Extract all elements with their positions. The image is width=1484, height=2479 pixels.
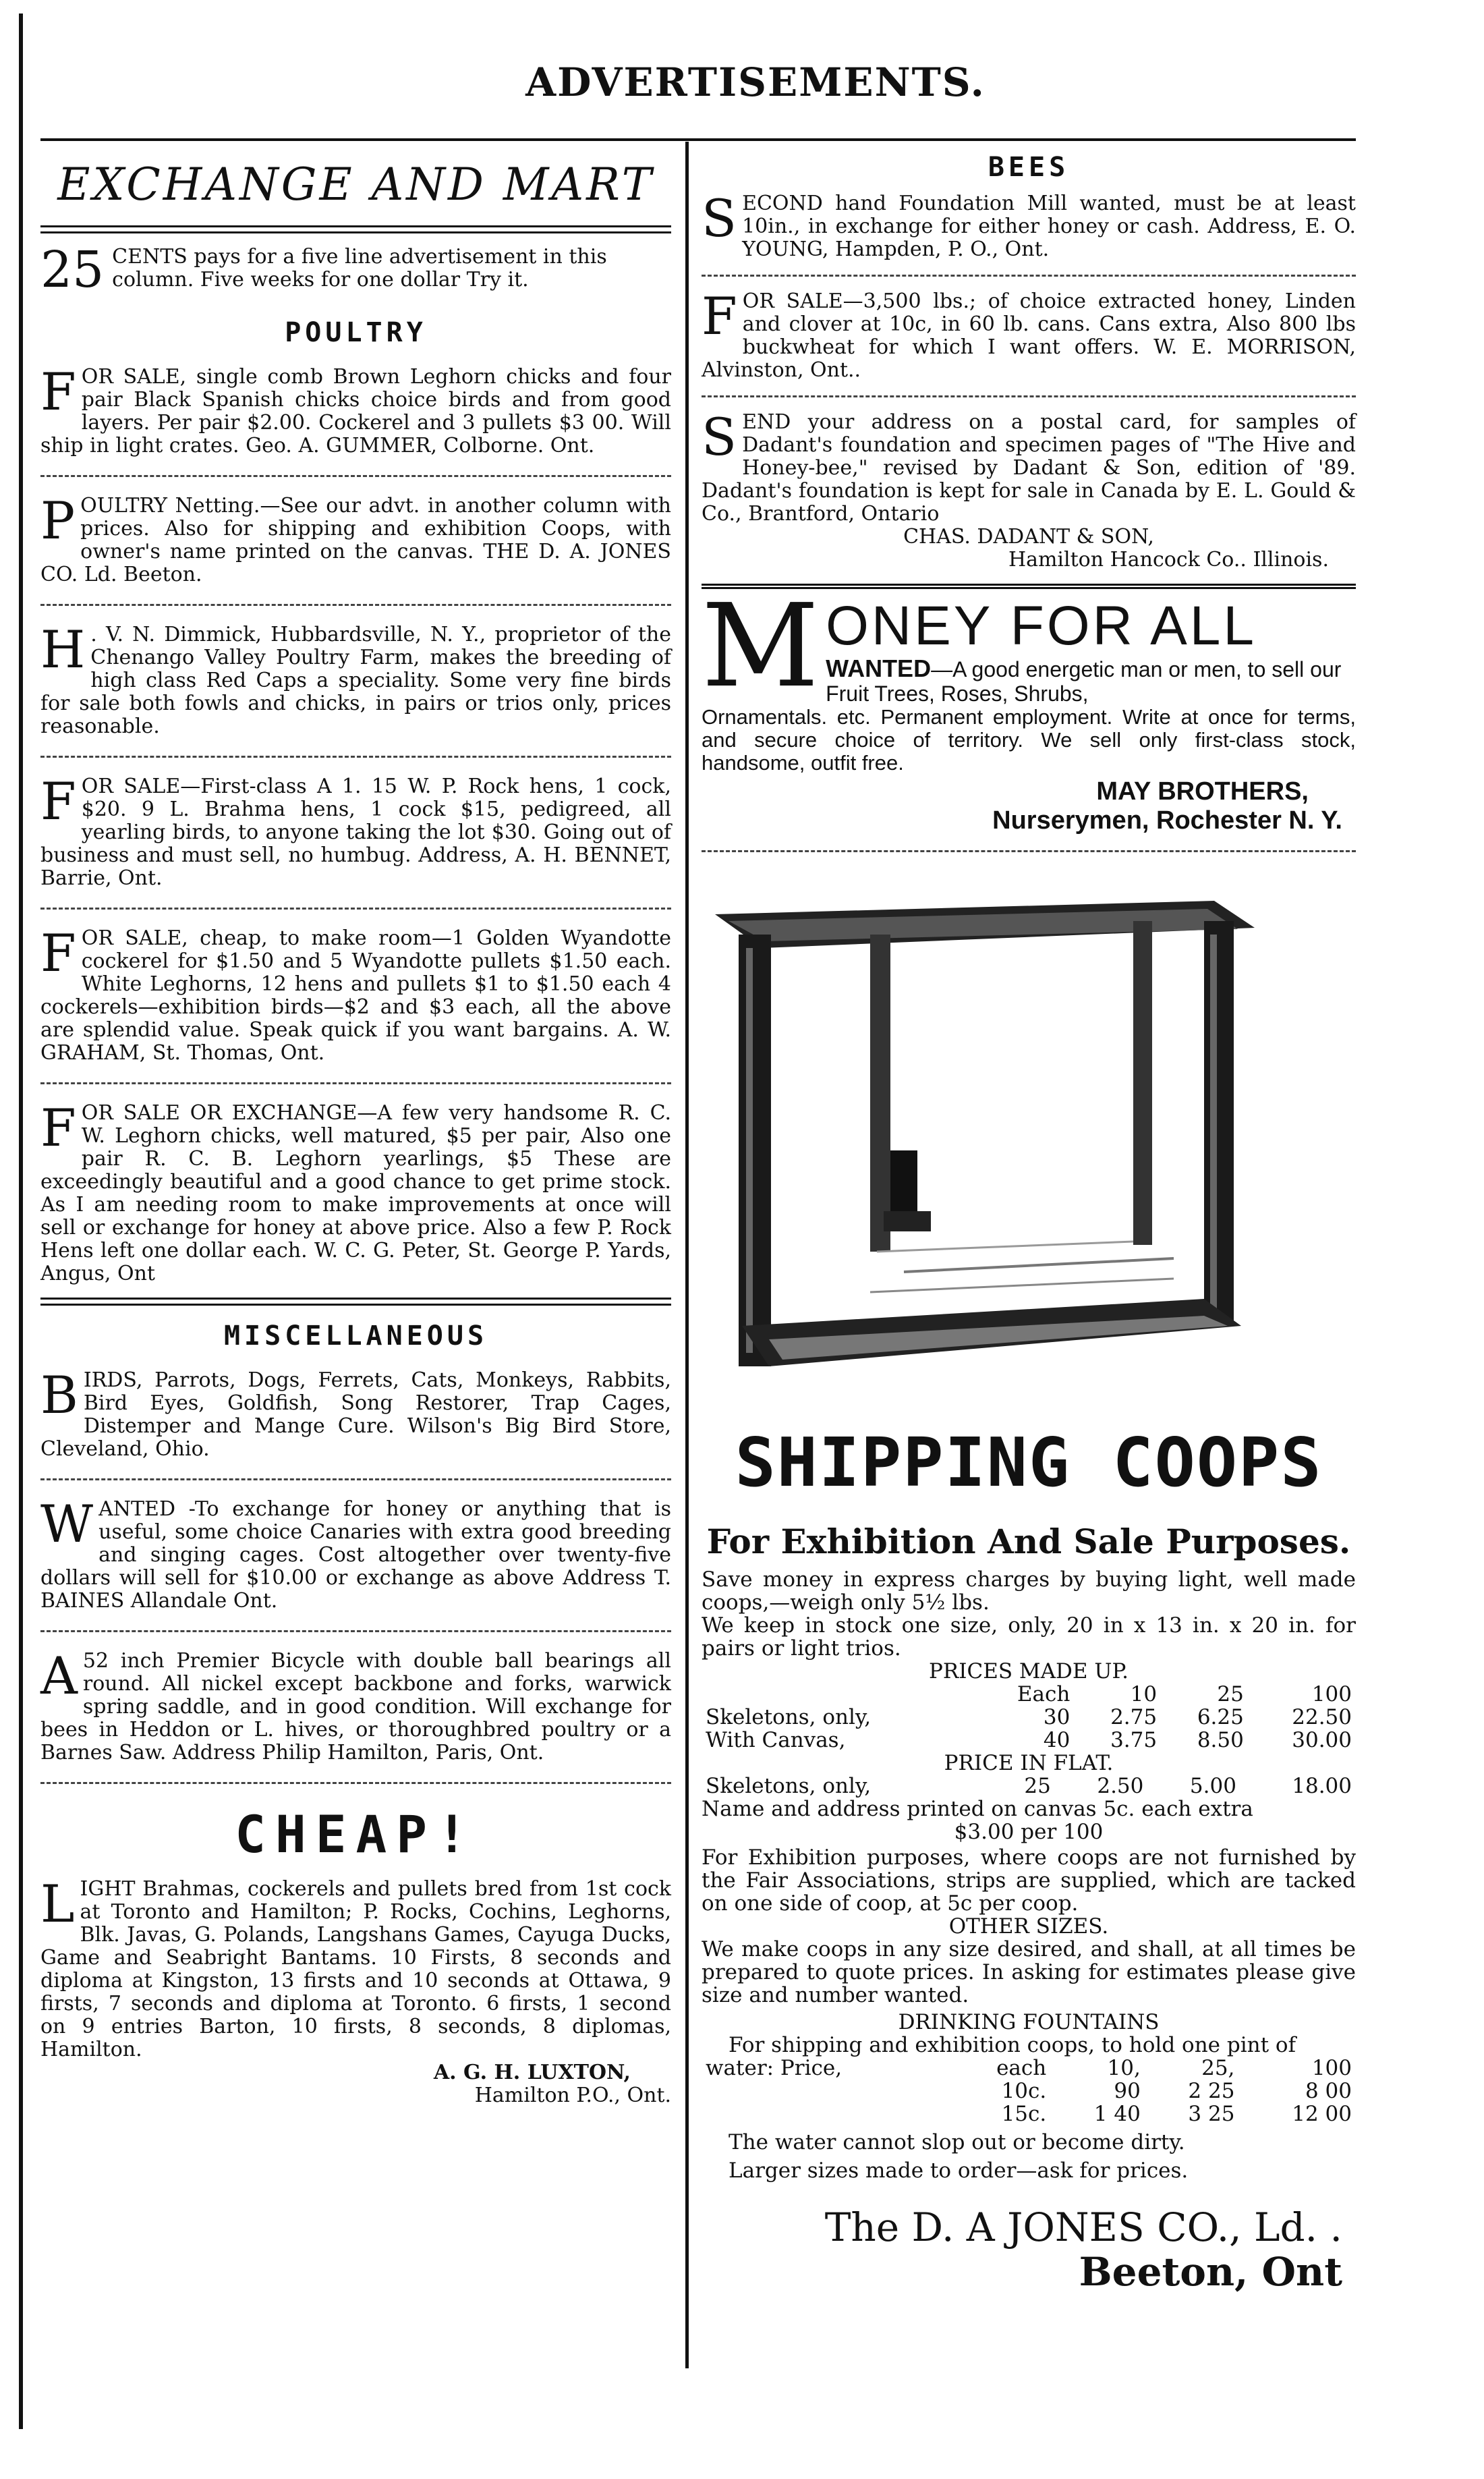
may-brothers-name: MAY BROTHERS,	[1096, 777, 1309, 806]
col-header: 25	[1217, 1682, 1244, 1706]
header-rule	[40, 138, 1356, 141]
table-header-row	[702, 1683, 1356, 1706]
intro-price: 25	[40, 241, 105, 299]
larger-note: Larger sizes made to order—ask for prices.	[729, 2158, 1189, 2183]
ad-separator	[40, 1782, 671, 1784]
bees-heading: BEES	[988, 152, 1070, 183]
misc-ad	[40, 1494, 671, 1613]
cell: 1 40	[1093, 2102, 1141, 2126]
coops-stock: We keep in stock one size, only, 20 in x 13 in. x 20 in. for pairs or light trios.	[702, 1613, 1356, 1661]
name-printing-price: $3.00 per 100	[954, 1820, 1104, 1844]
poultry-ad	[40, 362, 671, 457]
flat-price-table	[702, 1775, 1356, 1798]
exchange-mart-title: EXCHANGE AND MART	[57, 159, 654, 211]
cell: 10,	[1107, 2056, 1141, 2080]
ad-separator	[702, 850, 1356, 852]
cell: 10c.	[1001, 2079, 1047, 2103]
flat-heading: PRICE IN FLAT.	[944, 1751, 1114, 1775]
ad-signature: A. G. H. LUXTON,	[433, 2061, 631, 2084]
ad-text: OR SALE, single comb Brown Leghorn chicks and four pair Black Spanish chicks choice birds and from good layers. Per pair $2.00. Cockerel and 3 pullets $3 00. Will ship in light crates. Geo. A. GUMMER, Colborne. Ont.	[40, 365, 671, 457]
drop-cap: F	[702, 286, 737, 346]
cell: 90	[1114, 2079, 1141, 2103]
ad-separator	[40, 475, 671, 477]
drop-cap: F	[40, 362, 76, 422]
cell: 6.25	[1197, 1705, 1244, 1729]
intro-text: CENTS pays for a five line advertisement in this column. Five weeks for one dollar Try it.	[112, 245, 607, 291]
table-row	[702, 1729, 1356, 1752]
money-title: ONEY FOR ALL	[826, 595, 1257, 657]
ad-separator	[40, 756, 671, 758]
row-label	[702, 2102, 950, 2125]
cell: 40	[1043, 1728, 1071, 1752]
cell: 15c.	[1001, 2102, 1047, 2126]
money-wanted	[826, 654, 1356, 706]
table-row	[702, 1706, 1356, 1729]
money-title-row	[702, 580, 1356, 713]
ad-text: ANTED -To exchange for honey or anything that is useful, some choice Canaries with extra good breeding and singing cages. Cost altogether over twenty-five dollars will sell for $10.00 or exchange as above Address T. BAINES Allandale Ont.	[40, 1497, 671, 1613]
other-sizes-heading: OTHER SIZES.	[948, 1914, 1109, 1939]
table-row	[702, 1775, 1356, 1798]
made-up-price-table	[702, 1683, 1356, 1752]
ad-text: OR SALE—First-class A 1. 15 W. P. Rock hens, 1 cock, $20. 9 L. Brahma hens, 1 cock $15, pedigreed, all yearling birds, to anyone taking the lot $30. Going out of business and must sell, no humbug. Address, A. H. BENNET, Barrie, Ont.	[40, 775, 671, 890]
ad-text: OR SALE, cheap, to make room—1 Golden Wyandotte cockerel for $1.50 and 5 Wyandotte pullets $1.50 each. White Leghorns, 12 hens and pullets $1 to $1.50 each 4 cockerels—exhibition birds—$2 and $3 each, all the above are splendid value. Speak quick if you want bargains. A. W. GRAHAM, St. Thomas, Ont.	[40, 926, 671, 1065]
drop-cap: A	[40, 1646, 78, 1706]
ad-signature: CHAS. DADANT & SON,	[903, 525, 1154, 549]
page-header: ADVERTISEMENTS.	[525, 59, 986, 105]
cell: 3.75	[1110, 1728, 1158, 1752]
row-label: water: Price,	[706, 2056, 843, 2080]
drop-cap: B	[40, 1365, 78, 1425]
made-up-heading: PRICES MADE UP.	[929, 1659, 1129, 1683]
ad-separator	[40, 908, 671, 910]
title-rule	[40, 225, 671, 233]
intro-ad	[40, 241, 671, 299]
fountains-intro: For shipping and exhibition coops, to hold one pint of	[729, 2033, 1296, 2057]
coops-intro: Save money in express charges by buying light, well made coops,—weigh only 5½ lbs.	[702, 1567, 1356, 1615]
money-for-all-ad	[702, 580, 1356, 835]
misc-ad	[40, 1365, 671, 1461]
col-header: Each	[1017, 1682, 1071, 1706]
cell: 25	[1024, 1774, 1051, 1798]
drop-cap: W	[40, 1494, 94, 1554]
ad-text: . V. N. Dimmick, Hubbardsville, N. Y., proprietor of the Chenango Valley Poultry Farm, makes the breeding of high class Red Caps a speciality. Some very fine birds for sale both fowls and chicks, in pairs or trios only, prices reasonable.	[40, 623, 671, 738]
cell: 22.50	[1292, 1705, 1352, 1729]
cell: each	[996, 2056, 1047, 2080]
cheap-heading: CHEAP!	[235, 1804, 477, 1864]
drop-cap: F	[40, 923, 76, 983]
col-header: 100	[1311, 1682, 1352, 1706]
row-label: With Canvas,	[706, 1728, 846, 1752]
column-divider	[685, 142, 689, 2368]
poultry-ad	[40, 923, 671, 1065]
wanted-label: WANTED	[826, 654, 932, 682]
cell: 5.00	[1189, 1774, 1236, 1798]
cell: 30.00	[1292, 1728, 1352, 1752]
row-label: Skeletons, only,	[706, 1705, 872, 1729]
misc-ad	[40, 1646, 671, 1764]
may-brothers-place: Nurserymen, Rochester N. Y.	[992, 806, 1342, 835]
cell: 8 00	[1305, 2079, 1352, 2103]
right-column	[702, 145, 1356, 2294]
poultry-ad	[40, 1098, 671, 1285]
cheap-ad	[40, 1874, 671, 2107]
cell: 2.75	[1110, 1705, 1158, 1729]
cell: 2 25	[1188, 2079, 1235, 2103]
bees-ad	[702, 407, 1356, 572]
section-rule	[40, 1298, 671, 1306]
ad-text: OR SALE—3,500 lbs.; of choice extracted honey, Linden and clover at 10c, in 60 lb. cans. Cans extra, Also 800 lbs buckwheat for which I want offers. W. E. MORRISON, Alvinston, Ont..	[702, 289, 1356, 382]
cell: 2.50	[1097, 1774, 1144, 1798]
other-sizes-text: We make coops in any size desired, and shall, at all times be prepared to quote prices. In asking for estimates please give size and number wanted.	[702, 1937, 1356, 2007]
slop-note: The water cannot slop out or become dirty.	[729, 2130, 1185, 2154]
exhibition-note: For Exhibition purposes, where coops are not furnished by the Fair Associations, strips are supplied, which are tacked on one side of coop, at 5c per coop.	[702, 1845, 1356, 1916]
money-title-right	[826, 596, 1356, 706]
ad-address: Hamilton P.O., Ont.	[474, 2084, 671, 2107]
row-label: Skeletons, only,	[706, 1774, 872, 1798]
ad-text: IGHT Brahmas, cockerels and pullets bred from 1st cock at Toronto and Hamilton; P. Rocks, Cochins, Leghorns, Blk. Javas, G. Polands, Langshans Games, Cayuga Ducks, Game and Seabright Bantams. 10 Firsts, 8 seconds and diploma at Kingston, 13 firsts and 10 seconds at Ottawa, 9 firsts, 7 seconds and diploma at Toronto. 6 firsts, 1 second on 9 entries Barton, 10 firsts, 8 seconds, 8 diplomas, Hamilton.	[40, 1877, 671, 2061]
col-header: 10	[1130, 1682, 1158, 1706]
cell: 100	[1311, 2056, 1352, 2080]
left-column	[40, 145, 671, 2107]
ad-separator	[40, 604, 671, 606]
money-drop-cap: M	[702, 580, 820, 713]
drop-cap: H	[40, 619, 86, 679]
company-name: The D. A JONES CO., Ld. .	[824, 2204, 1342, 2250]
poultry-heading: POULTRY	[285, 317, 427, 348]
poultry-ad	[40, 491, 671, 586]
cell: 8.50	[1197, 1728, 1244, 1752]
coops-subtitle: For Exhibition And Sale Purposes.	[706, 1522, 1351, 1561]
poultry-ad	[40, 619, 671, 738]
bees-ad	[702, 188, 1356, 261]
drop-cap: S	[702, 188, 737, 248]
table-row	[702, 2102, 1356, 2125]
ad-text: ECOND hand Foundation Mill wanted, must be at least 10in., in exchange for either honey or cash. Address, E. O. YOUNG, Hampden, P. O., Ont.	[742, 192, 1356, 261]
name-printing-note: Name and address printed on canvas 5c. each extra	[702, 1797, 1253, 1821]
shipping-coop-illustration	[702, 894, 1282, 1407]
ad-text: OULTRY Netting.—See our advt. in another column with prices. Also for shipping and exhibition Coops, with owner's name printed on the canvas. THE D. A. JONES CO. Ld. Beeton.	[40, 494, 671, 586]
poultry-ad	[40, 771, 671, 890]
cell: 18.00	[1292, 1774, 1352, 1798]
cell: 25,	[1201, 2056, 1235, 2080]
shipping-coops-title: SHIPPING COOPS	[735, 1423, 1323, 1502]
ad-text: OR SALE OR EXCHANGE—A few very handsome R. C. W. Leghorn chicks, well matured, $5 per pair, Also one pair R. C. B. Leghorn yearlings, $5 These are exceedingly beautiful and a good chance to get prime stock. As I am needing room to make improvements at once will sell or exchange for honey at above price. Also a few P. Rock Hens left one dollar each. W. C. G. Peter, St. George P. Yards, Angus, Ont	[40, 1101, 671, 1285]
row-label	[702, 2080, 950, 2102]
ad-separator	[702, 395, 1356, 397]
fountains-price-table	[702, 2057, 1356, 2125]
ad-text: 52 inch Premier Bicycle with double ball bearings all round. All nickel except backbone and forks, warwick spring saddle, and in good condition. Will exchange for bees in Heddon or L. hives, or thoroughbred poultry or a Barnes Saw. Address Philip Hamilton, Paris, Ont.	[40, 1649, 671, 1764]
ad-text: END your address on a postal card, for samples of Dadant's foundation and specimen pages of "The Hive and Honey-bee," revised by Dadant & Son, edition of '89. Dadant's foundation is kept for sale in Canada by E. L. Gould & Co., Brantford, Ontario	[702, 410, 1356, 526]
ad-separator	[40, 1630, 671, 1632]
drop-cap: F	[40, 1098, 76, 1158]
wanted-text: —A good energetic man or men, to sell our Fruit Trees, Roses, Shrubs,	[826, 657, 1342, 706]
cell: 30	[1043, 1705, 1071, 1729]
table-row	[702, 2057, 1356, 2080]
ad-address: Hamilton Hancock Co.. Illinois.	[1008, 548, 1329, 572]
page-left-border	[19, 13, 23, 2429]
misc-heading: MISCELLANEOUS	[223, 1320, 488, 1352]
cell: 3 25	[1188, 2102, 1235, 2126]
ad-text: IRDS, Parrots, Dogs, Ferrets, Cats, Monkeys, Rabbits, Bird Eyes, Goldfish, Song Restorer, Trap Cages, Distemper and Mange Cure. Wilson's Big Bird Store, Cleveland, Ohio.	[40, 1368, 671, 1461]
money-body: Ornamentals. etc. Permanent employment. Write at once for terms, and secure choice of territory. We sell only first-class stock, handsome, outfit free.	[702, 705, 1356, 775]
drop-cap: S	[702, 407, 737, 467]
ad-separator	[40, 1082, 671, 1084]
drop-cap: L	[40, 1874, 75, 1934]
table-row	[702, 2080, 1356, 2102]
bees-ad	[702, 286, 1356, 382]
fountains-heading: DRINKING FOUNTAINS	[898, 2010, 1160, 2034]
ad-separator	[702, 275, 1356, 277]
drop-cap: P	[40, 491, 76, 551]
cell: 12 00	[1292, 2102, 1352, 2126]
company-town: Beeton, Ont	[1079, 2249, 1342, 2295]
ad-separator	[40, 1478, 671, 1480]
drop-cap: F	[40, 771, 76, 831]
